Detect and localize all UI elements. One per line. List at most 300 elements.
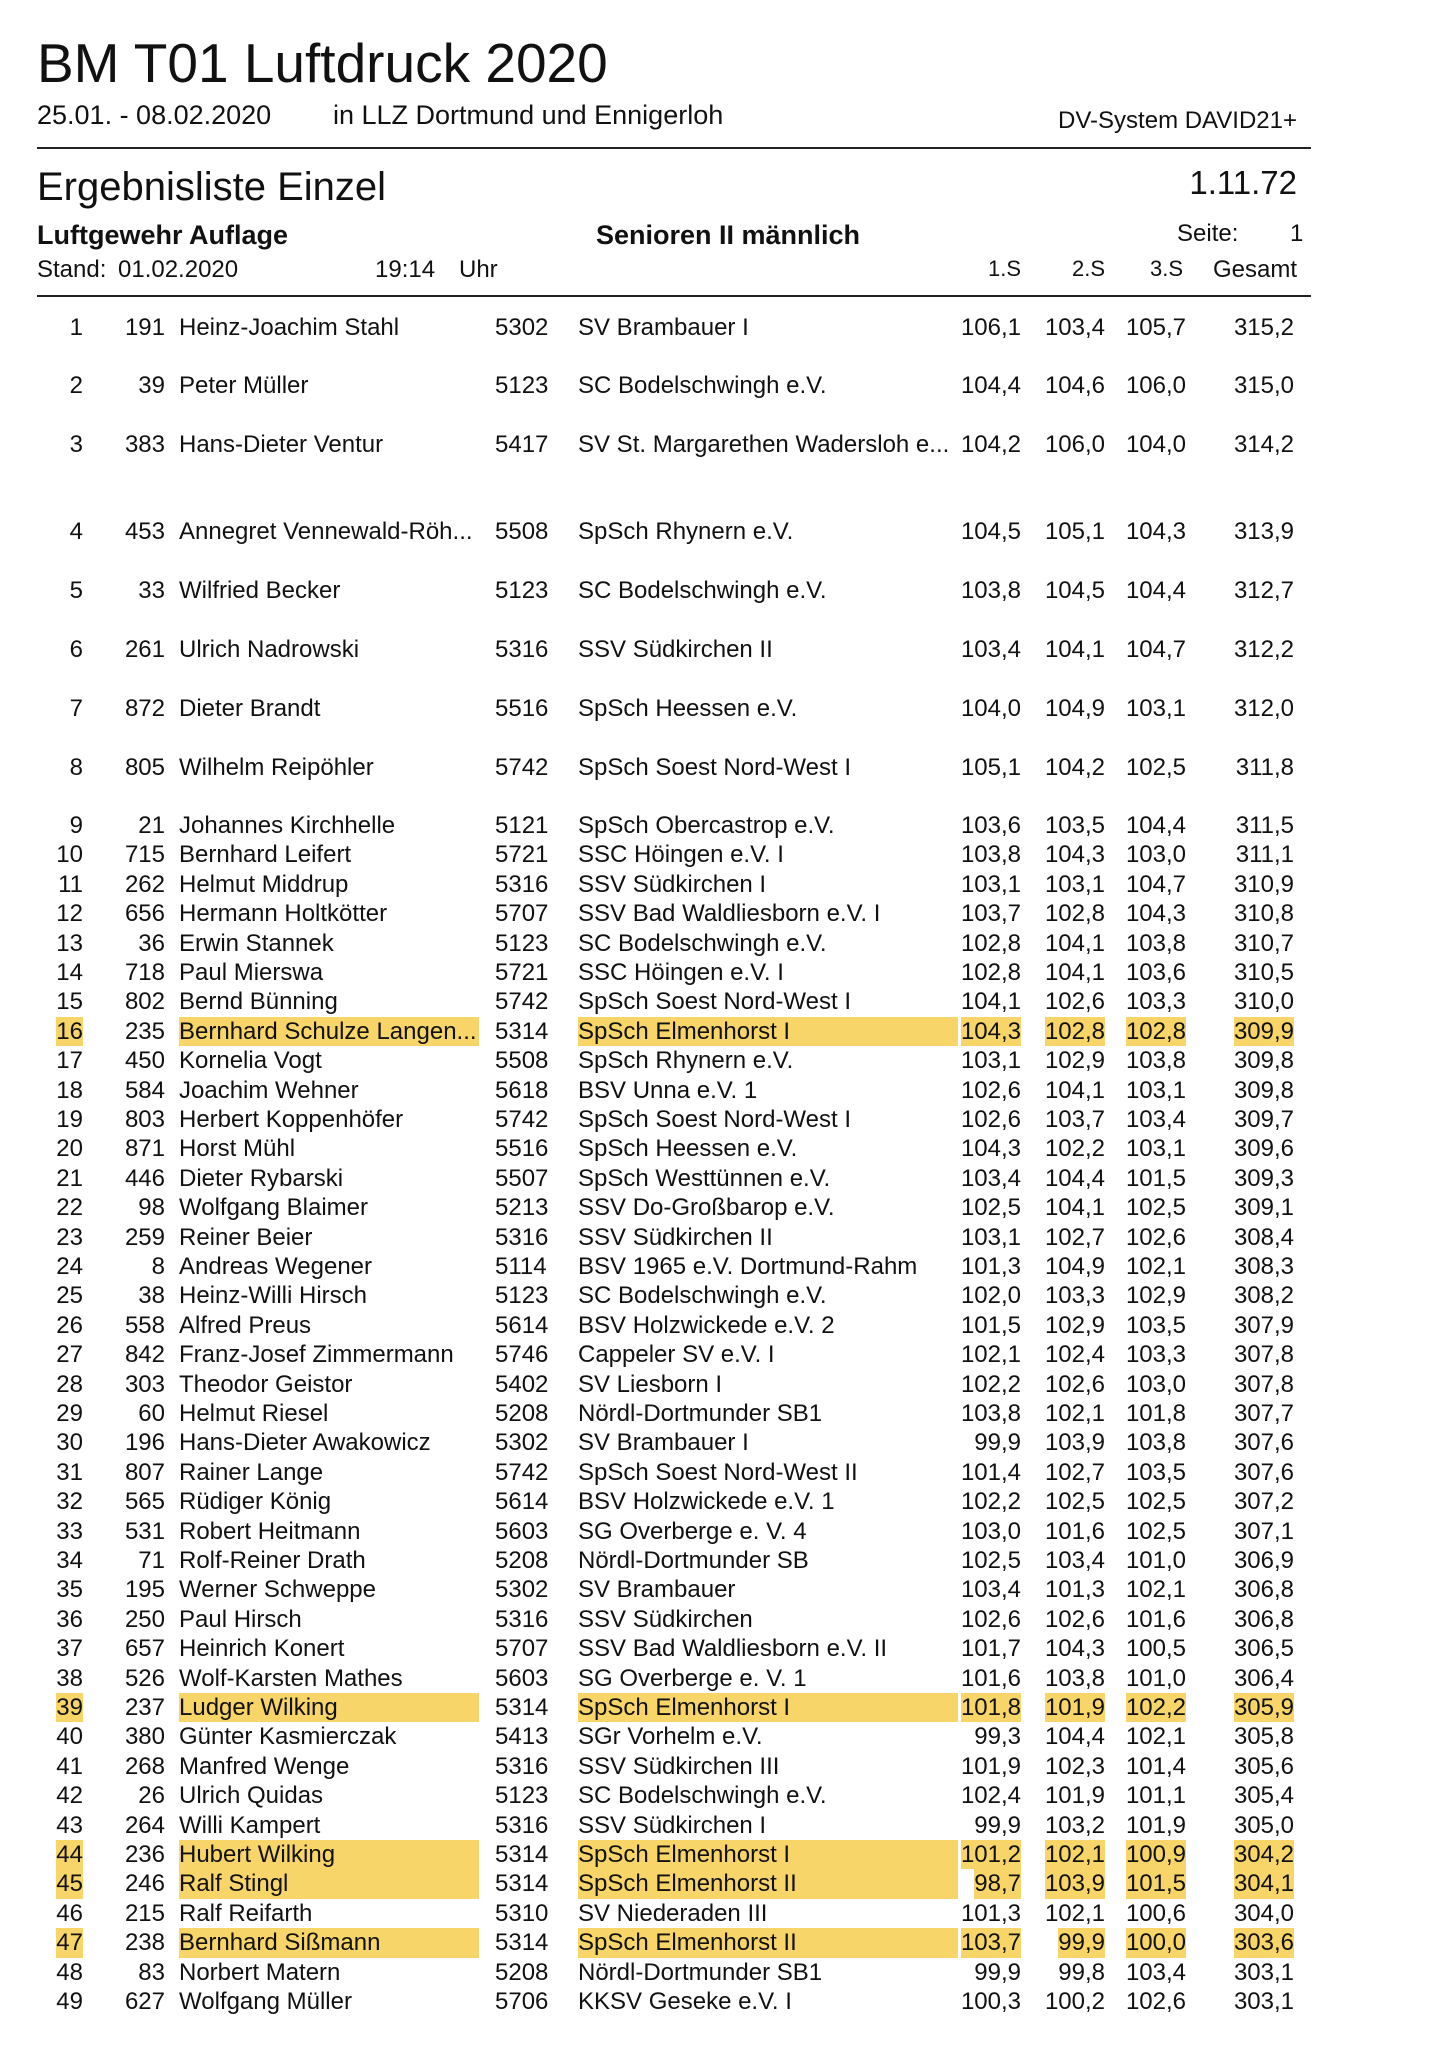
result-club: SSV Bad Waldliesborn e.V. I <box>578 900 881 928</box>
result-row <box>0 1340 1447 1369</box>
result-vnr: 5302 <box>495 1576 549 1604</box>
result-rank: 39 <box>56 1694 83 1721</box>
result-total: 308,4 <box>1233 1223 1294 1251</box>
result-total: 309,8 <box>1233 1076 1294 1104</box>
result-start: 215 <box>124 1899 165 1927</box>
result-s2: 103,4 <box>1044 1547 1105 1574</box>
result-total: 307,8 <box>1233 1370 1294 1398</box>
result-vnr: 5746 <box>495 1341 549 1369</box>
result-rank: 25 <box>56 1282 83 1310</box>
result-row <box>0 1223 1447 1252</box>
result-name: Hans-Dieter Awakowicz <box>179 1429 431 1457</box>
result-club: SpSch Westtünnen e.V. <box>578 1164 831 1192</box>
result-total: 314,2 <box>1233 431 1294 458</box>
result-name: Wolf-Karsten Mathes <box>179 1664 403 1692</box>
result-s2: 104,9 <box>1044 695 1105 722</box>
result-club: SSV Bad Waldliesborn e.V. II <box>578 1635 888 1663</box>
result-s1: 104,2 <box>960 431 1021 458</box>
result-s1: 102,6 <box>960 1106 1021 1133</box>
result-total: 311,5 <box>1235 812 1294 839</box>
result-vnr: 5742 <box>495 754 549 781</box>
result-s3: 102,5 <box>1125 1517 1186 1545</box>
result-start: 627 <box>124 1988 165 2015</box>
discipline: Luftgewehr Auflage <box>37 220 289 250</box>
result-total: 304,0 <box>1233 1899 1294 1927</box>
result-s2: 101,6 <box>1044 1517 1105 1545</box>
result-club: BSV Holzwickede e.V. 2 <box>578 1311 835 1339</box>
uhr-label: Uhr <box>459 256 498 283</box>
result-row <box>0 430 1447 459</box>
result-rank: 29 <box>56 1400 83 1427</box>
result-s1: 99,9 <box>974 1811 1021 1839</box>
result-s1: 102,4 <box>960 1782 1021 1810</box>
result-total: 306,5 <box>1233 1635 1294 1663</box>
result-s2: 102,9 <box>1044 1311 1105 1339</box>
result-rank: 42 <box>56 1782 83 1810</box>
result-total: 307,9 <box>1233 1311 1294 1339</box>
result-start: 33 <box>138 577 165 604</box>
result-club: SG Overberge e. V. 4 <box>578 1517 807 1545</box>
result-club: SpSch Elmenhorst I <box>578 1693 958 1722</box>
result-s2: 104,9 <box>1044 1253 1105 1280</box>
result-club: SpSch Heessen e.V. <box>578 695 798 722</box>
result-start: 83 <box>138 1958 165 1986</box>
result-total: 309,6 <box>1233 1135 1294 1163</box>
result-s2: 104,2 <box>1044 754 1105 781</box>
result-s1: 104,1 <box>960 988 1021 1016</box>
result-rank: 49 <box>56 1988 83 2015</box>
result-club: SpSch Soest Nord-West II <box>578 1458 858 1486</box>
result-s2: 103,7 <box>1044 1106 1105 1133</box>
result-start: 802 <box>124 988 165 1016</box>
result-rank: 40 <box>56 1723 83 1751</box>
result-total: 307,2 <box>1233 1488 1294 1516</box>
result-start: 842 <box>124 1341 165 1369</box>
result-rank: 38 <box>56 1664 83 1692</box>
result-row <box>0 1899 1447 1928</box>
result-total: 311,8 <box>1235 754 1294 781</box>
result-s1: 102,5 <box>960 1547 1021 1574</box>
result-start: 657 <box>124 1635 165 1663</box>
result-s1: 101,3 <box>960 1899 1021 1927</box>
result-s3: 103,8 <box>1125 1429 1186 1457</box>
result-row <box>0 635 1447 664</box>
result-rank: 31 <box>56 1458 83 1486</box>
result-total: 315,2 <box>1233 314 1294 341</box>
result-name: Günter Kasmierczak <box>179 1723 397 1751</box>
result-s3: 100,5 <box>1125 1635 1186 1663</box>
result-start: 383 <box>124 431 165 458</box>
result-club: BSV Unna e.V. 1 <box>578 1076 758 1104</box>
result-s3: 101,5 <box>1125 1870 1186 1898</box>
result-rank: 2 <box>69 372 83 399</box>
result-s1: 102,0 <box>960 1282 1021 1310</box>
result-total: 307,8 <box>1233 1341 1294 1369</box>
result-name: Reiner Beier <box>179 1223 313 1251</box>
result-vnr: 5508 <box>495 1047 549 1075</box>
result-club: SG Overberge e. V. 1 <box>578 1664 807 1692</box>
result-name: Bernhard Leifert <box>179 841 352 869</box>
result-total: 304,2 <box>1233 1841 1294 1868</box>
result-rank: 43 <box>56 1811 83 1839</box>
result-s3: 101,0 <box>1125 1664 1186 1692</box>
result-vnr: 5417 <box>495 431 549 458</box>
result-rank: 14 <box>56 959 83 986</box>
result-s2: 102,8 <box>1044 1017 1105 1045</box>
result-name: Bernhard Sißmann <box>179 1928 479 1957</box>
result-s2: 101,9 <box>1044 1782 1105 1810</box>
result-s3: 103,3 <box>1125 988 1186 1016</box>
result-s2: 102,5 <box>1044 1488 1105 1516</box>
result-s1: 103,6 <box>960 812 1021 839</box>
result-s3: 105,7 <box>1125 314 1186 341</box>
result-club: BSV 1965 e.V. Dortmund-Rahm <box>578 1253 918 1280</box>
result-row <box>0 1634 1447 1663</box>
stand-date: 01.02.2020 <box>118 256 239 283</box>
result-rank: 23 <box>56 1223 83 1251</box>
result-s3: 102,5 <box>1125 754 1186 781</box>
result-name: Manfred Wenge <box>179 1752 350 1780</box>
result-s3: 104,4 <box>1125 812 1186 839</box>
result-name: Ulrich Quidas <box>179 1782 324 1810</box>
result-rank: 19 <box>56 1106 83 1133</box>
result-name: Rainer Lange <box>179 1458 324 1486</box>
result-row <box>0 987 1447 1016</box>
result-name: Bernhard Schulze Langen... <box>179 1017 479 1046</box>
result-total: 306,8 <box>1233 1576 1294 1604</box>
result-s3: 101,9 <box>1125 1811 1186 1839</box>
result-vnr: 5516 <box>495 1135 549 1163</box>
result-rank: 1 <box>69 314 83 341</box>
result-s1: 102,2 <box>960 1488 1021 1516</box>
result-rank: 45 <box>56 1870 83 1898</box>
result-vnr: 5316 <box>495 1605 549 1633</box>
result-name: Wilhelm Reipöhler <box>179 754 374 781</box>
result-s2: 102,6 <box>1044 1370 1105 1398</box>
result-rank: 15 <box>56 988 83 1016</box>
result-row <box>0 929 1447 958</box>
page-number: 1 <box>1290 220 1304 247</box>
result-s3: 100,0 <box>1125 1929 1186 1957</box>
result-vnr: 5721 <box>495 841 549 869</box>
result-row <box>0 371 1447 400</box>
result-club: SSV Südkirchen <box>578 1605 753 1633</box>
result-vnr: 5314 <box>495 1929 549 1957</box>
result-rank: 41 <box>56 1752 83 1780</box>
result-club: SSV Südkirchen III <box>578 1752 780 1780</box>
result-rank: 36 <box>56 1605 83 1633</box>
result-start: 195 <box>124 1576 165 1604</box>
result-total: 312,2 <box>1233 636 1294 663</box>
result-rank: 8 <box>69 754 83 781</box>
result-name: Wilfried Becker <box>179 577 341 604</box>
column-header-total: Gesamt <box>1212 256 1297 283</box>
result-s3: 103,8 <box>1125 1047 1186 1075</box>
result-row <box>0 1311 1447 1340</box>
result-s3: 104,4 <box>1125 577 1186 604</box>
result-total: 303,1 <box>1233 1958 1294 1986</box>
result-vnr: 5707 <box>495 900 549 928</box>
result-s1: 101,6 <box>960 1664 1021 1692</box>
result-s1: 102,8 <box>960 959 1021 986</box>
result-vnr: 5208 <box>495 1400 549 1427</box>
result-vnr: 5742 <box>495 988 549 1016</box>
result-start: 584 <box>124 1076 165 1104</box>
result-start: 807 <box>124 1458 165 1486</box>
result-row <box>0 1928 1447 1957</box>
result-rank: 5 <box>69 577 83 604</box>
result-vnr: 5614 <box>495 1311 549 1339</box>
result-row <box>0 1134 1447 1163</box>
result-rank: 46 <box>56 1899 83 1927</box>
version-number: 1.11.72 <box>1189 164 1297 201</box>
result-vnr: 5123 <box>495 1782 549 1810</box>
result-club: SpSch Elmenhorst II <box>578 1928 958 1957</box>
result-total: 310,8 <box>1233 900 1294 928</box>
result-start: 380 <box>124 1723 165 1751</box>
column-header-s2: 2.S <box>1071 256 1105 281</box>
software-system: DV-System DAVID21+ <box>1058 107 1297 134</box>
result-vnr: 5742 <box>495 1458 549 1486</box>
result-total: 306,8 <box>1233 1605 1294 1633</box>
result-s2: 102,1 <box>1044 1400 1105 1427</box>
result-s2: 104,1 <box>1044 959 1105 986</box>
result-s2: 104,1 <box>1044 1076 1105 1104</box>
result-vnr: 5721 <box>495 959 549 986</box>
result-s1: 104,0 <box>960 695 1021 722</box>
result-vnr: 5302 <box>495 314 549 341</box>
result-s3: 101,5 <box>1125 1164 1186 1192</box>
result-club: SSV Do-Großbarop e.V. <box>578 1194 835 1222</box>
result-s1: 102,6 <box>960 1605 1021 1633</box>
result-s1: 99,3 <box>974 1723 1021 1751</box>
result-s3: 103,4 <box>1125 1958 1186 1986</box>
table-header-divider <box>37 295 1311 297</box>
result-s2: 103,4 <box>1044 314 1105 341</box>
result-s2: 103,9 <box>1044 1870 1105 1898</box>
result-rank: 17 <box>56 1047 83 1075</box>
result-s1: 106,1 <box>960 314 1021 341</box>
result-start: 715 <box>124 841 165 869</box>
result-s3: 102,2 <box>1125 1694 1186 1721</box>
result-club: Cappeler SV e.V. I <box>578 1341 775 1369</box>
result-club: SpSch Soest Nord-West I <box>578 754 851 781</box>
result-start: 450 <box>124 1047 165 1075</box>
result-club: Nördl-Dortmunder SB <box>578 1547 809 1574</box>
result-s1: 100,3 <box>960 1988 1021 2015</box>
result-rank: 26 <box>56 1311 83 1339</box>
result-s3: 104,7 <box>1125 636 1186 663</box>
result-s2: 101,9 <box>1044 1694 1105 1721</box>
result-rank: 21 <box>56 1164 83 1192</box>
result-row <box>0 958 1447 987</box>
result-club: SV Brambauer <box>578 1576 736 1604</box>
result-name: Hubert Wilking <box>179 1840 479 1869</box>
result-vnr: 5742 <box>495 1106 549 1133</box>
result-row <box>0 1575 1447 1604</box>
result-start: 446 <box>124 1164 165 1192</box>
result-s2: 105,1 <box>1044 518 1105 545</box>
result-total: 309,1 <box>1233 1194 1294 1222</box>
result-vnr: 5314 <box>495 1017 549 1045</box>
result-total: 306,4 <box>1233 1664 1294 1692</box>
result-vnr: 5507 <box>495 1164 549 1192</box>
result-s2: 100,2 <box>1044 1988 1105 2015</box>
result-start: 558 <box>124 1311 165 1339</box>
result-s1: 103,4 <box>960 1576 1021 1604</box>
result-total: 307,1 <box>1233 1517 1294 1545</box>
result-s2: 99,8 <box>1058 1958 1105 1986</box>
result-name: Wolfgang Blaimer <box>179 1194 368 1222</box>
result-s1: 101,4 <box>960 1458 1021 1486</box>
result-start: 656 <box>124 900 165 928</box>
result-row <box>0 870 1447 899</box>
result-s3: 100,6 <box>1125 1899 1186 1927</box>
result-name: Alfred Preus <box>179 1311 312 1339</box>
result-total: 312,0 <box>1233 695 1294 722</box>
column-header-s1: 1.S <box>987 256 1021 281</box>
result-start: 38 <box>138 1282 165 1310</box>
result-club: Nördl-Dortmunder SB1 <box>578 1958 823 1986</box>
result-s2: 102,1 <box>1044 1899 1105 1927</box>
result-s2: 104,4 <box>1044 1164 1105 1192</box>
result-start: 526 <box>124 1664 165 1692</box>
result-s2: 102,1 <box>1044 1841 1105 1868</box>
result-club: KKSV Geseke e.V. I <box>578 1988 792 2015</box>
result-start: 237 <box>124 1694 165 1721</box>
result-club: SV St. Margarethen Wadersloh e... <box>578 431 950 458</box>
result-total: 305,4 <box>1233 1782 1294 1810</box>
result-s3: 106,0 <box>1125 372 1186 399</box>
result-start: 21 <box>138 812 165 839</box>
result-rank: 12 <box>56 900 83 928</box>
result-s3: 103,6 <box>1125 959 1186 986</box>
result-start: 871 <box>124 1135 165 1163</box>
result-vnr: 5208 <box>495 1958 549 1986</box>
result-s2: 104,1 <box>1044 1194 1105 1222</box>
result-start: 26 <box>138 1782 165 1810</box>
result-s1: 103,1 <box>960 1223 1021 1251</box>
result-name: Bernd Bünning <box>179 988 338 1016</box>
result-name: Wolfgang Müller <box>179 1988 352 2015</box>
result-start: 872 <box>124 695 165 722</box>
result-s2: 102,6 <box>1044 1605 1105 1633</box>
result-s2: 106,0 <box>1044 431 1105 458</box>
result-name: Dieter Brandt <box>179 695 321 722</box>
result-row <box>0 1546 1447 1575</box>
result-total: 307,6 <box>1233 1429 1294 1457</box>
result-name: Robert Heitmann <box>179 1517 361 1545</box>
result-name: Ralf Reifarth <box>179 1899 313 1927</box>
result-row <box>0 517 1447 546</box>
result-row <box>0 1487 1447 1516</box>
result-row <box>0 1781 1447 1810</box>
result-s3: 104,3 <box>1125 518 1186 545</box>
result-total: 308,2 <box>1233 1282 1294 1310</box>
result-s2: 102,7 <box>1044 1458 1105 1486</box>
result-vnr: 5707 <box>495 1635 549 1663</box>
result-name: Johannes Kirchhelle <box>179 812 396 839</box>
result-s2: 104,4 <box>1044 1723 1105 1751</box>
result-s1: 101,7 <box>960 1635 1021 1663</box>
result-s2: 102,2 <box>1044 1135 1105 1163</box>
result-s3: 103,1 <box>1125 1076 1186 1104</box>
result-rank: 16 <box>56 1017 83 1045</box>
category: Senioren II männlich <box>596 220 861 250</box>
result-start: 98 <box>138 1194 165 1222</box>
result-name: Horst Mühl <box>179 1135 296 1163</box>
result-vnr: 5402 <box>495 1370 549 1398</box>
result-name: Annegret Vennewald-Röh... <box>179 518 473 545</box>
result-total: 309,9 <box>1233 1017 1294 1045</box>
result-start: 236 <box>124 1841 165 1868</box>
result-s2: 103,3 <box>1044 1282 1105 1310</box>
result-vnr: 5314 <box>495 1841 549 1868</box>
result-start: 718 <box>124 959 165 986</box>
result-s1: 104,5 <box>960 518 1021 545</box>
result-total: 313,9 <box>1233 518 1294 545</box>
result-s2: 103,8 <box>1044 1664 1105 1692</box>
result-start: 238 <box>124 1929 165 1957</box>
result-row <box>0 753 1447 782</box>
result-name: Franz-Josef Zimmermann <box>179 1341 454 1369</box>
result-rank: 9 <box>69 812 83 839</box>
result-s3: 104,3 <box>1125 900 1186 928</box>
result-name: Helmut Riesel <box>179 1400 329 1427</box>
result-total: 305,6 <box>1233 1752 1294 1780</box>
result-vnr: 5316 <box>495 1223 549 1251</box>
result-s3: 103,1 <box>1125 695 1186 722</box>
result-s1: 101,2 <box>960 1841 1021 1868</box>
result-row <box>0 899 1447 928</box>
result-s1: 101,3 <box>960 1253 1021 1280</box>
result-row <box>0 1076 1447 1105</box>
result-s1: 104,3 <box>960 1017 1021 1045</box>
result-row <box>0 840 1447 869</box>
result-s2: 102,3 <box>1044 1752 1105 1780</box>
result-club: SSV Südkirchen II <box>578 636 773 663</box>
result-row <box>0 1193 1447 1222</box>
result-s3: 102,8 <box>1125 1017 1186 1045</box>
column-header-s3: 3.S <box>1149 256 1183 281</box>
result-s3: 102,5 <box>1125 1488 1186 1516</box>
result-s1: 103,8 <box>960 841 1021 869</box>
result-s3: 103,5 <box>1125 1311 1186 1339</box>
result-name: Dieter Rybarski <box>179 1164 344 1192</box>
result-total: 315,0 <box>1233 372 1294 399</box>
result-name: Ludger Wilking <box>179 1693 479 1722</box>
result-s3: 101,4 <box>1125 1752 1186 1780</box>
result-name: Norbert Matern <box>179 1958 341 1986</box>
result-start: 531 <box>124 1517 165 1545</box>
result-name: Paul Mierswa <box>179 959 324 986</box>
result-name: Ulrich Nadrowski <box>179 636 360 663</box>
result-club: SSV Südkirchen I <box>578 870 767 898</box>
result-name: Hermann Holtkötter <box>179 900 388 928</box>
result-s3: 102,1 <box>1125 1253 1186 1280</box>
result-s1: 104,3 <box>960 1135 1021 1163</box>
result-rank: 28 <box>56 1370 83 1398</box>
result-s3: 102,9 <box>1125 1282 1186 1310</box>
result-s1: 102,2 <box>960 1370 1021 1398</box>
result-start: 235 <box>124 1017 165 1045</box>
result-s2: 104,3 <box>1044 1635 1105 1663</box>
result-s1: 102,8 <box>960 929 1021 957</box>
result-vnr: 5603 <box>495 1664 549 1692</box>
result-row <box>0 1958 1447 1987</box>
result-rank: 20 <box>56 1135 83 1163</box>
result-s1: 103,7 <box>960 1929 1021 1957</box>
